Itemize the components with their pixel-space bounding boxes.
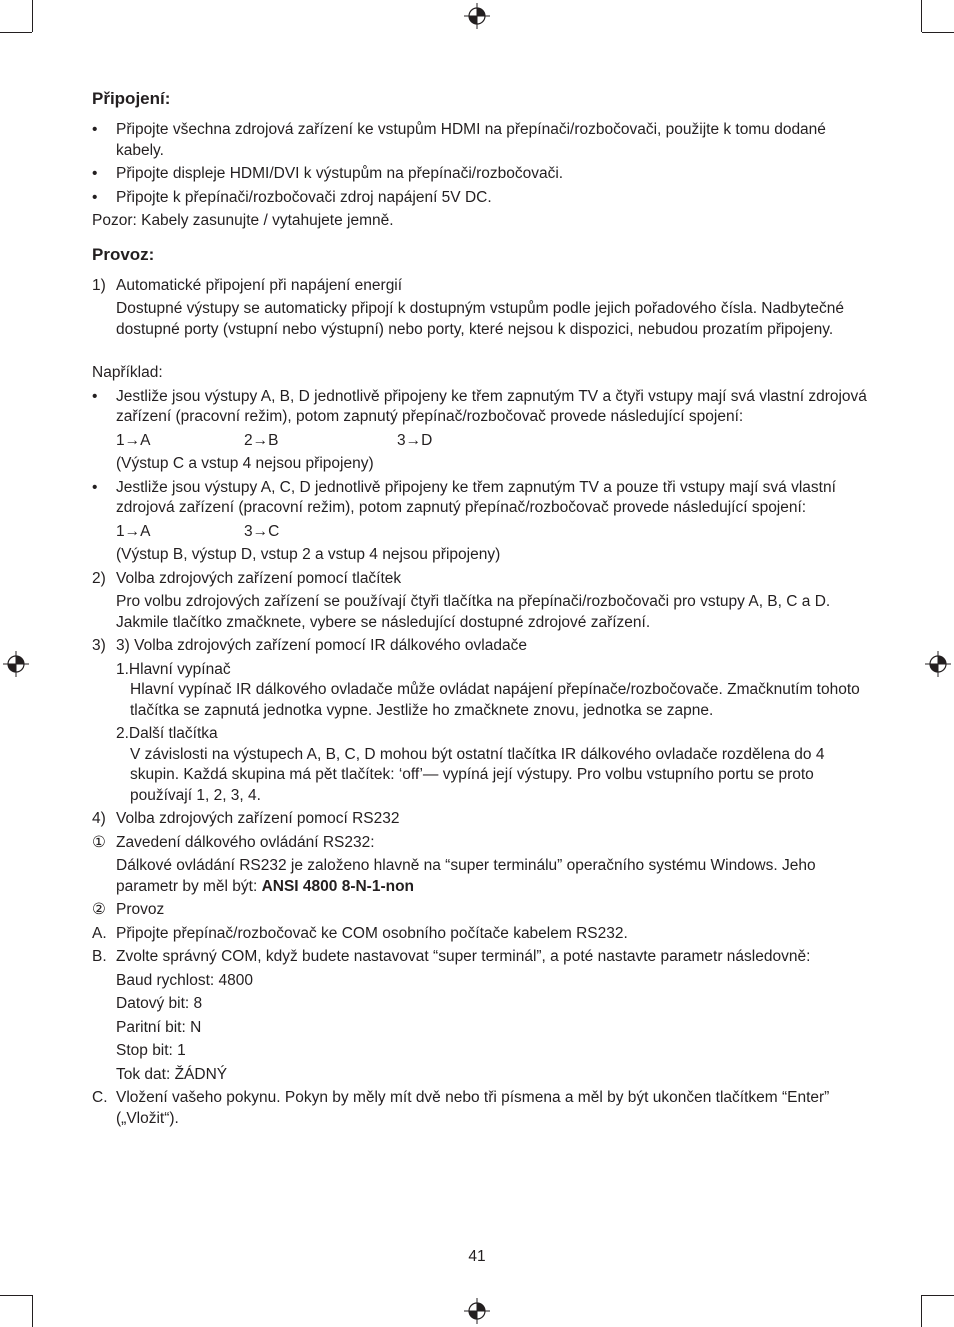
subsection-text: Hlavní vypínač IR dálkového ovladače může ovládat napájení přepínače/rozbočovače. Zmačknutím tohoto tlačítka se zapnutá jednotka vypne. Jestliže ho zmačknete znovu, jednotka se zapne. (130, 681, 860, 719)
bullet-icon: • (92, 188, 98, 206)
item-marker: 1) (92, 276, 106, 294)
bullet-item (92, 188, 867, 209)
parameter-line: Paritní bit: N (116, 1018, 202, 1036)
item-text: Pro volbu zdrojových zařízení se používají čtyři tlačítka na přepínači/rozbočovači pro vstupy A, B, C a D. Jakmile tlačítko zmačknete, vybere se následující dostupné zdrojové zařízení. (116, 593, 831, 631)
item-title: Volba zdrojových zařízení pomocí RS232 (116, 810, 400, 827)
bullet-icon: • (92, 387, 98, 405)
section-heading: Připojení: (92, 89, 171, 108)
mapping-value: 1→A (116, 522, 151, 540)
lettered-item (92, 1088, 867, 1129)
item-text: Zvolte správný COM, když budete nastavovat “super terminál”, a poté nastavte parametr následovně: (116, 948, 811, 965)
bullet-item (92, 478, 867, 519)
item-marker: 4) (92, 810, 106, 827)
crop-mark-top-right-h (922, 32, 954, 33)
bullet-icon: • (92, 121, 98, 138)
example-label: Například: (92, 364, 163, 381)
crop-mark-bottom-left-h (0, 1295, 32, 1296)
crop-mark-bottom-right-v (921, 1295, 922, 1327)
parameter-line: Stop bit: 1 (116, 1042, 186, 1059)
rs232-description: Dálkové ovládání RS232 je založeno hlavně na “super terminálu” operačního systému Windows. Jeho parametr by měl být: (116, 857, 816, 895)
section-heading: Provoz: (92, 244, 155, 264)
mapping-value: 3→C (244, 522, 280, 540)
registration-mark-icon (3, 651, 29, 677)
bullet-text: Připojte displeje HDMI/DVI k výstupům na přepínači/rozbočovači. (116, 165, 564, 182)
item-title: Provoz (116, 901, 165, 918)
numbered-item (92, 569, 867, 590)
item-text (92, 856, 867, 897)
numbered-item (92, 636, 867, 657)
item-marker: ① (92, 833, 106, 851)
item-marker: C. (92, 1089, 108, 1106)
mapping-note: (Výstup C a vstup 4 nejsou připojeny) (116, 455, 374, 472)
item-title: Zavedení dálkového ovládání RS232: (116, 833, 375, 851)
registration-mark-icon (925, 651, 951, 677)
mapping-value: 3→D (397, 431, 433, 449)
parameter-line: Datový bit: 8 (116, 995, 203, 1012)
bullet-text: Jestliže jsou výstupy A, B, D jednotlivě připojeny ke třem zapnutým TV a čtyři vstupy mají svá vlastní zdrojová zařízení (pracovní režim), potom zapnutý přepínač/rozbočovač provede následující spojení: (116, 387, 867, 425)
caution-note: Pozor: Kabely zasunujte / vytahujete jemně. (92, 212, 394, 229)
subsection-text: V závislosti na výstupech A, B, C, D mohou být ostatní tlačítka IR dálkového ovladače rozdělena do 4 skupin. Každá skupina má pět tlačítek: ‘off’— vypíná její výstupy. Pro volbu vstupního portu se proto používají 1, 2, 3, 4. (130, 745, 825, 804)
item-text: Připojte přepínač/rozbočovač ke COM osobního počítače kabelem RS232. (116, 924, 628, 942)
bullet-text: Jestliže jsou výstupy A, C, D jednotlivě připojeny ke třem zapnutým TV a pouze tři vstupy mají svá vlastní zdrojová zařízení (pracovní režim), potom zapnutý přepínač/rozbočovač provede následující spojení: (116, 478, 836, 516)
lettered-item (92, 924, 867, 945)
item-text: Dostupné výstupy se automaticky připojí k dostupným vstupům podle jejich pořadového čísla. Nadbytečné dostupné porty (vstupní nebo výstupní) nebo porty, které nejsou k dispozici, nebudou prozatím připojeny. (116, 300, 845, 338)
bullet-icon: • (92, 478, 98, 496)
item-title: Volba zdrojových zařízení pomocí tlačítek (116, 569, 402, 587)
item-marker: 3) (92, 637, 106, 654)
bullet-item (92, 387, 867, 428)
crop-mark-top-left-v (32, 0, 33, 32)
circled-item (92, 833, 867, 854)
registration-mark-icon (464, 1298, 490, 1324)
crop-mark-bottom-right-h (922, 1295, 954, 1296)
item-title: 3) Volba zdrojových zařízení pomocí IR dálkového ovladače (116, 637, 527, 654)
bullet-text: Připojte k přepínači/rozbočovači zdroj napájení 5V DC. (116, 188, 492, 206)
page-content (92, 88, 867, 1132)
item-marker: ② (92, 901, 106, 918)
spacer (92, 343, 867, 363)
item-title: Automatické připojení při napájení energií (116, 276, 403, 294)
page-number: 41 (468, 1248, 486, 1265)
registration-mark-icon (464, 3, 490, 29)
numbered-item (92, 276, 867, 297)
bullet-icon: • (92, 165, 98, 182)
item-marker: B. (92, 948, 107, 965)
bullet-item (92, 120, 867, 161)
numbered-item (92, 809, 867, 830)
parameter-line: Tok dat: ŽÁDNÝ (116, 1065, 228, 1083)
crop-mark-bottom-left-v (32, 1295, 33, 1327)
mapping-value: 2→B (244, 431, 279, 449)
item-text: Vložení vašeho pokynu. Pokyn by měly mít dvě nebo tři písmena a měl by být ukončen tlačítkem “Enter” („Vložit“). (116, 1089, 830, 1127)
connection-mapping (92, 431, 867, 452)
item-marker: 2) (92, 569, 106, 587)
connection-mapping (92, 522, 867, 543)
mapping-note: (Výstup B, výstup D, vstup 2 a vstup 4 nejsou připojeny) (116, 546, 501, 563)
bullet-text: Připojte všechna zdrojová zařízení ke vstupům HDMI na přepínači/rozbočovači, použijte k tomu dodané kabely. (116, 121, 826, 159)
parameter-line: Baud rychlost: 4800 (116, 971, 254, 989)
subsection-title: 1.Hlavní vypínač (116, 660, 231, 678)
subsection-title: 2.Další tlačítka (116, 725, 218, 742)
circled-item (92, 900, 867, 921)
rs232-parameter: ANSI 4800 8-N-1-non (261, 877, 415, 895)
item-marker: A. (92, 924, 107, 942)
lettered-item (92, 947, 867, 968)
bullet-item (92, 164, 867, 185)
crop-mark-top-right-v (921, 0, 922, 32)
crop-mark-top-left-h (0, 32, 32, 33)
mapping-value: 1→A (116, 431, 151, 449)
